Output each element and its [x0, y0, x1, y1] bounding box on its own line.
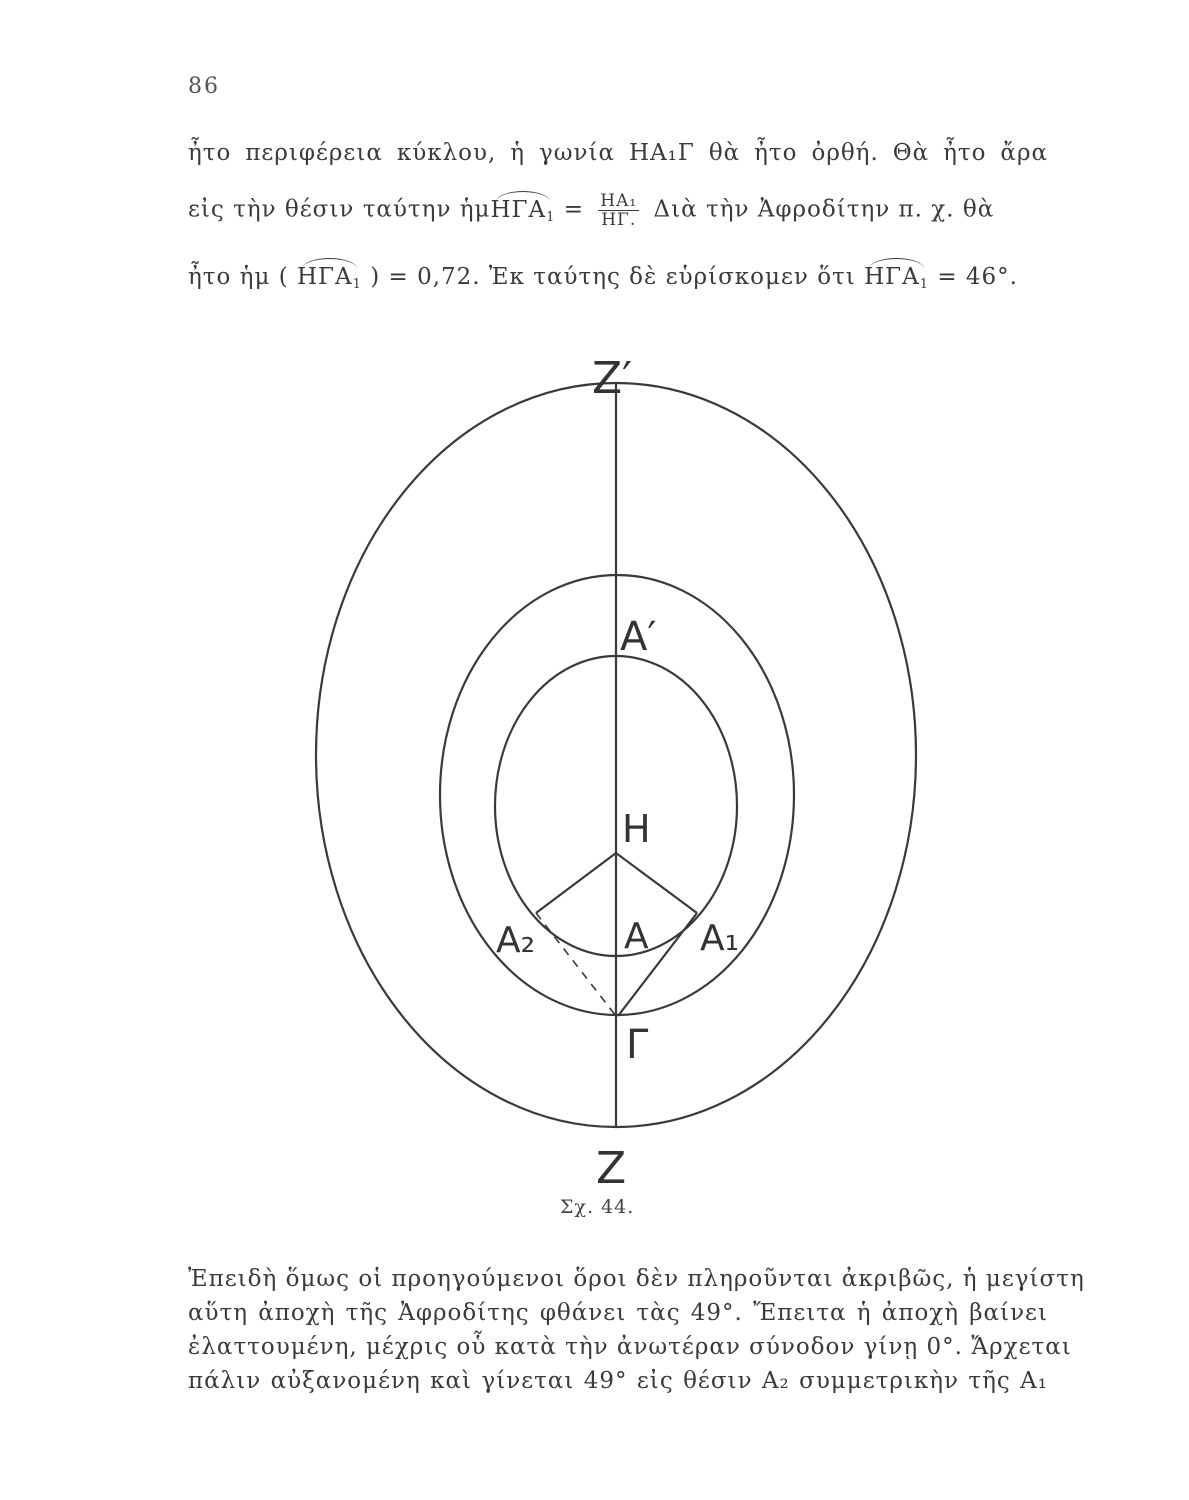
top-line-2-start: εἰς τὴν θέσιν ταύτην ἡμ	[188, 196, 491, 223]
label-a-prime: A′	[620, 614, 657, 660]
arc-hga1-text: ΗΓΑ	[490, 196, 547, 223]
top-line-3-start: ἦτο ἡμ (	[188, 264, 289, 290]
bottom-line-4: πάλιν αὐξανομένη καὶ γίνεται 49° εἰς θέσιν Α₂ συμμετρικὴν τῆς Α₁	[188, 1368, 1048, 1394]
arc-hga1-2-text: ΗΓΑ	[297, 264, 353, 290]
segment-a2-gamma-dashed	[536, 913, 616, 1016]
top-line-2-end: Διὰ τὴν Ἀφροδίτην π. χ. θὰ	[653, 196, 995, 223]
bottom-line-1: Ἐπειδὴ ὅμως οἱ προηγούμενοι ὅροι δὲν πληροῦνται ἀκριβῶς, ἡ μεγίστη	[188, 1266, 1085, 1292]
label-a1: A₁	[700, 918, 740, 959]
equals-sign: =	[555, 196, 593, 223]
arc-hga1-3-text: ΗΓΑ	[864, 264, 920, 290]
segment-h-a2	[536, 853, 616, 913]
bottom-line-3: ἐλαττουμένη, μέχρις οὗ κατὰ τὴν ἀνωτέραν σύνοδον γίνῃ 0°. Ἄρχεται	[188, 1334, 1072, 1360]
top-line-1: ἦτο περιφέρεια κύκλου, ἡ γωνία ΗΑ₁Γ θὰ ἦτο ὀρθή. Θὰ ἦτο ἄρα	[188, 140, 1048, 166]
label-gamma: Γ	[626, 1022, 649, 1068]
bottom-line-2: αὕτη ἀποχὴ τῆς Ἀφροδίτης φθάνει τὰς 49°. Ἔπειτα ἡ ἀποχὴ βαίνει	[188, 1300, 1048, 1326]
label-a: A	[624, 916, 649, 957]
figure-caption: Σχ. 44.	[560, 1196, 635, 1218]
fraction-denominator: ΗΓ.	[601, 210, 637, 230]
label-a2: A₂	[496, 920, 536, 961]
arc-hga1-2-sub: 1	[352, 277, 362, 292]
fraction-numerator: ΗΑ₁	[600, 191, 638, 211]
label-z: Z	[596, 1143, 627, 1194]
label-z-prime: Z′	[592, 353, 633, 404]
label-h: H	[622, 807, 651, 851]
top-line-3-mid: ) = 0,72. Ἐκ ταύτης δὲ εὑρίσκομεν ὅτι	[370, 264, 856, 290]
arc-hga1-sub: 1	[546, 209, 556, 225]
top-line-3-end: = 46°.	[929, 264, 1018, 290]
arc-hga1-3-sub: 1	[919, 277, 930, 292]
page-number: 86	[188, 74, 220, 99]
segment-h-a1	[616, 853, 697, 913]
